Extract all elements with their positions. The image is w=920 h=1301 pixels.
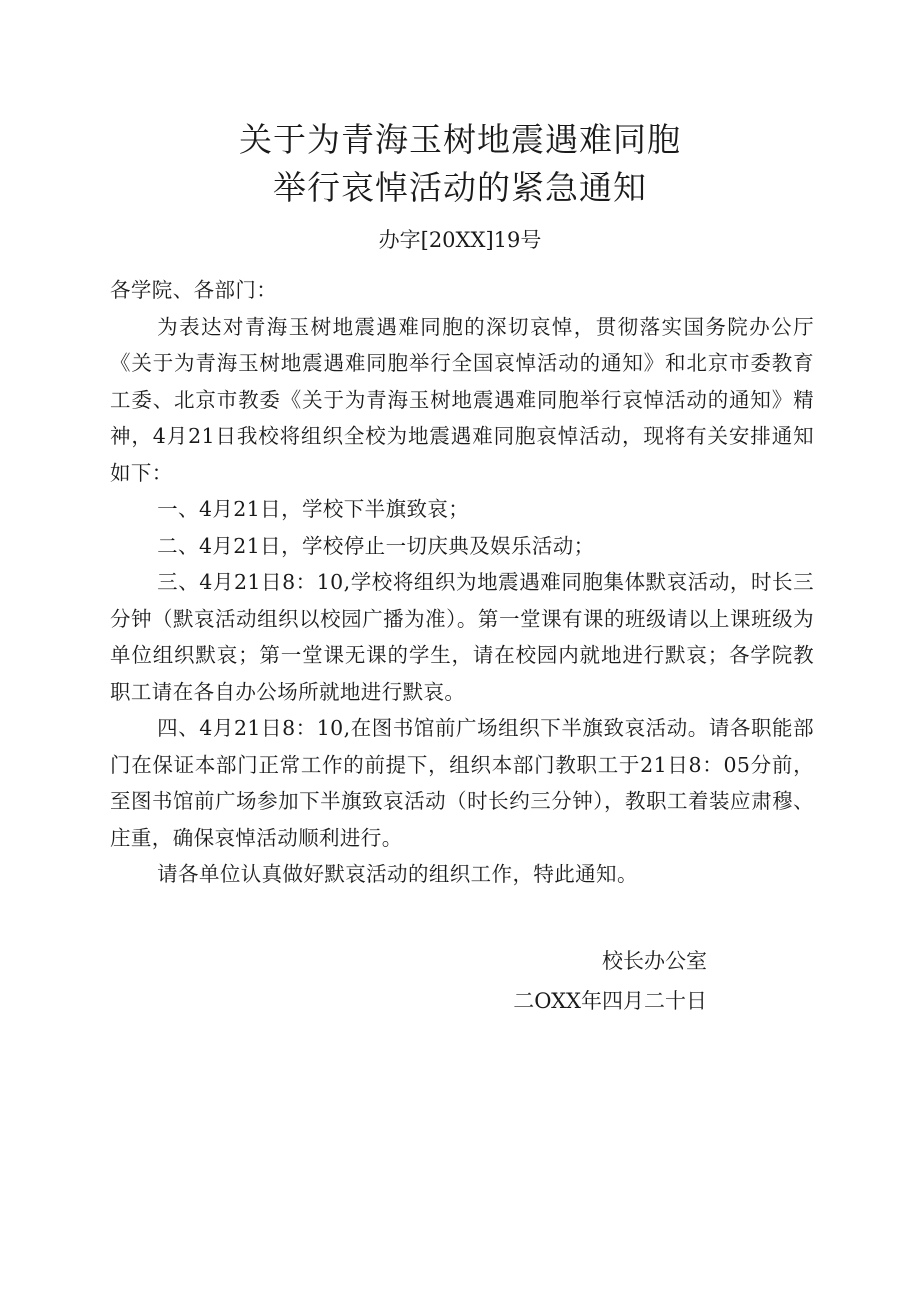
salutation: 各学院、各部门： <box>110 278 278 302</box>
paragraph-intro: 为表达对青海玉树地震遇难同胞的深切哀悼，贯彻落实国务院办公厅《关于为青海玉树地震遇难同胞举行全国哀悼活动的通知》和北京市委教育工委、北京市教委《关于为青海玉树地震遇难同胞举行哀悼活动的通知》精神，4月21日我校将组织全校为地震遇难同胞哀悼活动，现将有关安排通知如下： <box>110 314 814 485</box>
paragraph-item-2: 二、4月21日，学校停止一切庆典及娱乐活动； <box>157 533 595 558</box>
signature-org: 校长办公室 <box>602 949 707 973</box>
paragraph-item-3: 三、4月21日8：10,学校将组织为地震遇难同胞集体默哀活动，时长三分钟（默哀活动组织以校园广播为准）。第一堂课有课的班级请以上课班级为单位组织默哀；第一堂课无课的学生，请在校园内就地进行默哀；各学院教职工请在各自办公场所就地进行默哀。 <box>110 570 814 704</box>
document-number: 办字[20XX]19号 <box>378 228 542 252</box>
title-line-1: 关于为青海玉树地震遇难同胞 <box>239 120 681 159</box>
paragraph-closing: 请各单位认真做好默哀活动的组织工作，特此通知。 <box>157 862 638 886</box>
document-body <box>110 272 814 893</box>
signature-date: 二OXX年四月二十日 <box>513 989 707 1013</box>
paragraph-item-4: 四、4月21日8：10,在图书馆前广场组织下半旗致哀活动。请各职能部门在保证本部门正常工作的前提下，组织本部门教职工于21日8：05分前，至图书馆前广场参加下半旗致哀活动（时长约三分钟），教职工着装应肃穆、庄重，确保哀悼活动顺利进行。 <box>110 716 814 850</box>
paragraph-item-1: 一、4月21日，学校下半旗致哀； <box>157 497 470 521</box>
title-line-2: 举行哀悼活动的紧急通知 <box>273 168 647 207</box>
